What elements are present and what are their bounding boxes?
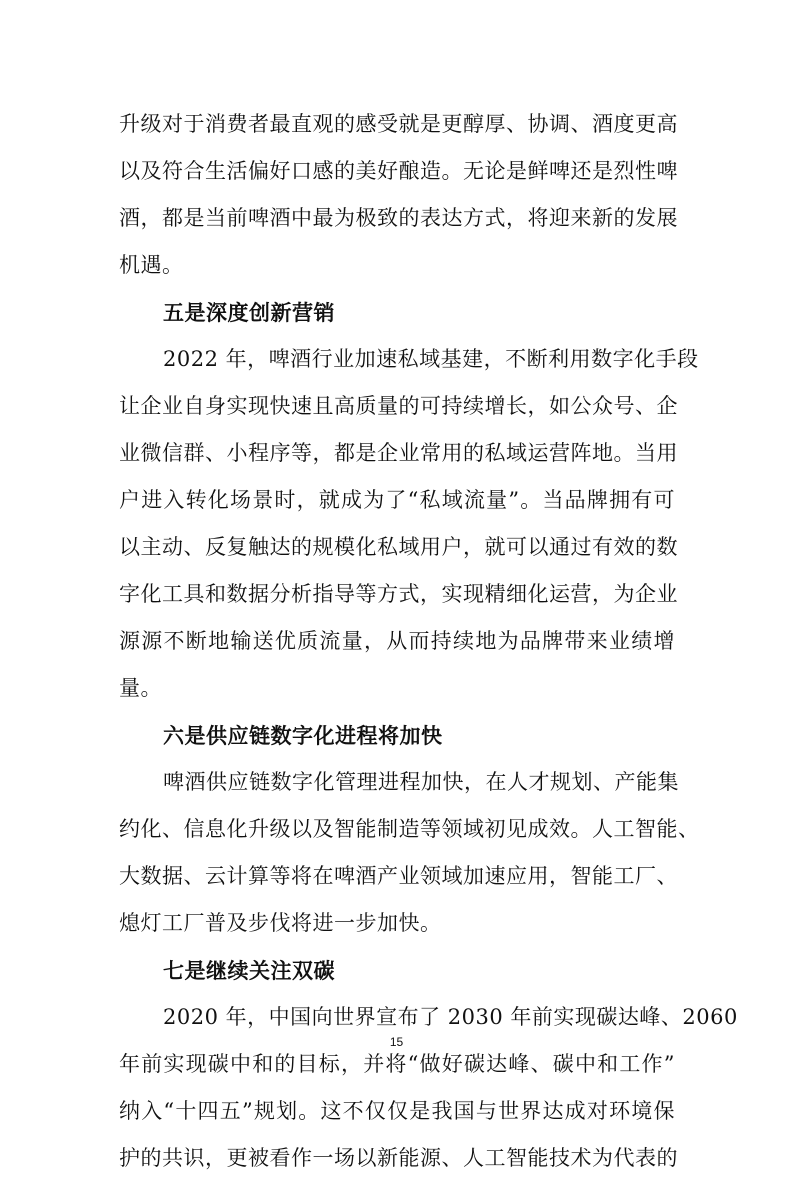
text-line: 约化、信息化升级以及智能制造等领域初见成效。人工智能、 [119, 817, 700, 841]
text-line: 年前实现碳中和的目标，并将“做好碳达峰、碳中和工作” [119, 1052, 675, 1076]
text-line: 升级对于消费者最直观的感受就是更醇厚、协调、酒度更高 [119, 112, 678, 136]
section-heading-dual-carbon: 七是继续关注双碳 [163, 958, 335, 983]
text-line: 纳入“十四五”规划。这不仅仅是我国与世界达成对环境保 [119, 1099, 675, 1123]
text-line: 啤酒供应链数字化管理进程加快，在人才规划、产能集 [163, 770, 679, 794]
text-line: 机遇。 [119, 253, 184, 277]
document-body [119, 101, 738, 1182]
text-line: 户进入转化场景时，就成为了“私域流量”。当品牌拥有可 [119, 488, 675, 512]
text-line: 业微信群、小程序等，都是企业常用的私域运营阵地。当用 [119, 441, 678, 465]
section-heading-supply-chain: 六是供应链数字化进程将加快 [163, 723, 443, 748]
text-line: 字化工具和数据分析指导等方式，实现精细化运营，为企业 [119, 582, 678, 606]
text-line: 护的共识，更被看作一场以新能源、人工智能技术为代表的 [119, 1146, 678, 1170]
text-line: 源源不断地输送优质流量，从而持续地为品牌带来业绩增 [119, 629, 675, 653]
paragraph-continuation [119, 101, 678, 289]
paragraph-dual-carbon [119, 994, 738, 1182]
section-heading-marketing: 五是深度创新营销 [163, 300, 335, 325]
paragraph-supply-chain [119, 759, 700, 947]
text-line: 大数据、云计算等将在啤酒产业领域加速应用，智能工厂、 [119, 864, 678, 888]
text-line: 2022 年，啤酒行业加速私域基建，不断利用数字化手段 [163, 347, 699, 371]
text-line: 以主动、反复触达的规模化私域用户，就可以通过有效的数 [119, 535, 678, 559]
text-line: 2020 年，中国向世界宣布了 2030 年前实现碳达峰、2060 [163, 1005, 738, 1029]
page-number: 15 [389, 1035, 404, 1049]
text-line: 酒，都是当前啤酒中最为极致的表达方式，将迎来新的发展 [119, 206, 678, 230]
paragraph-marketing [119, 336, 699, 712]
text-line: 以及符合生活偏好口感的美好酿造。无论是鲜啤还是烈性啤 [119, 159, 678, 183]
text-line: 量。 [119, 676, 162, 700]
text-line: 让企业自身实现快速且高质量的可持续增长，如公众号、企 [119, 394, 678, 418]
text-line: 熄灯工厂普及步伐将进一步加快。 [119, 911, 442, 935]
